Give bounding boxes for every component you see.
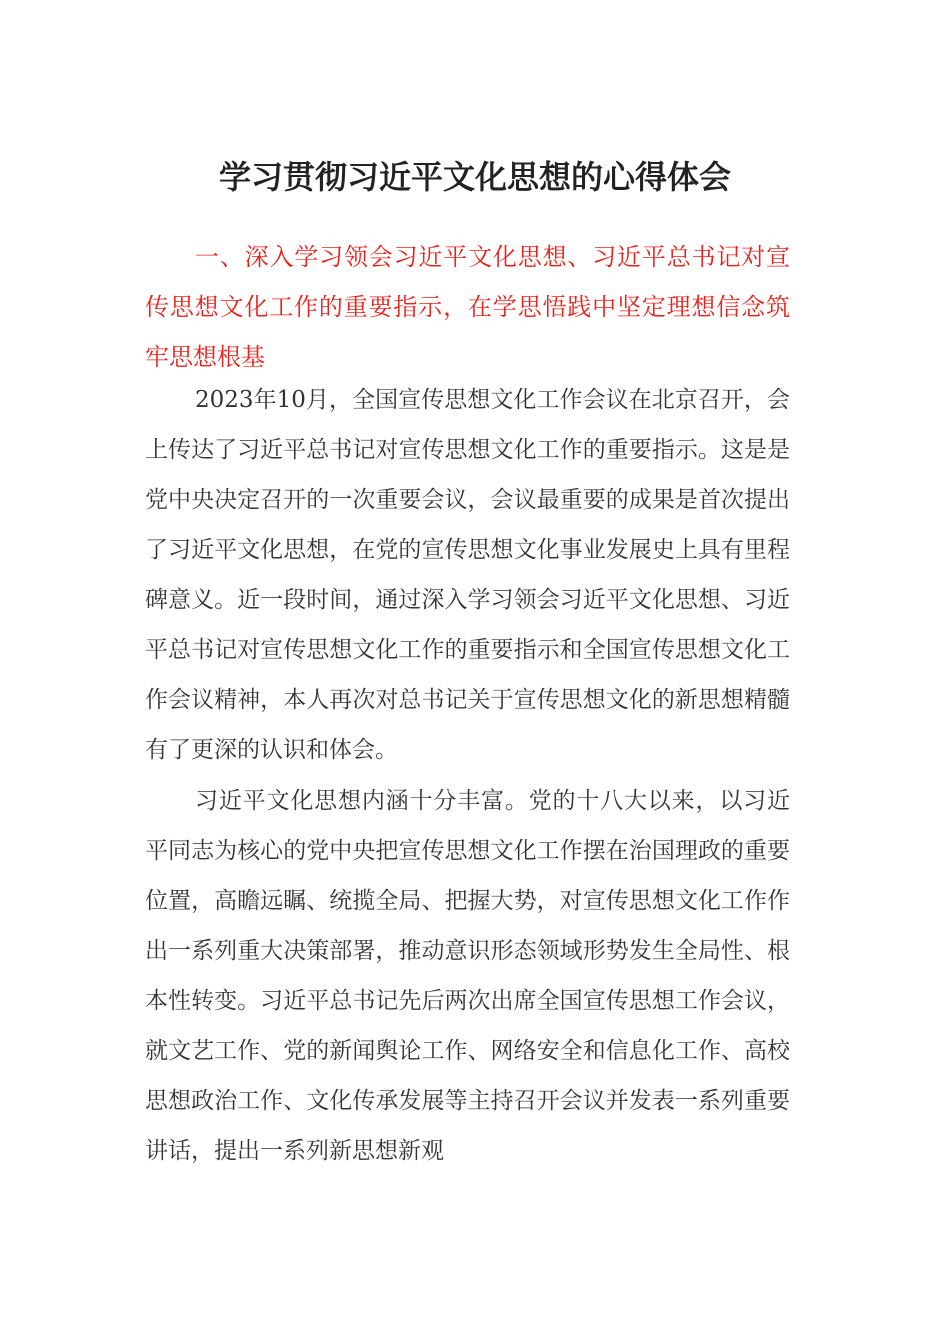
body-paragraph-1: 2023年10月，全国宣传思想文化工作会议在北京召开，会上传达了习近平总书记对宣传思想文化工作的重要指示。这是是党中央决定召开的一次重要会议，会议最重要的成果是首次提出了习近平文化思想，在党的宣传思想文化事业发展史上具有里程碑意义。近一段时间，通过深入学习领会习近平文化思想、习近平总书记对宣传思想文化工作的重要指示和全国宣传思想文化工作会议精神，本人再次对总书记关于宣传思想文化的新思想精髓有了更深的认识和体会。: [145, 387, 790, 763]
document-title: 学习贯彻习近平文化思想的心得体会: [218, 158, 731, 196]
section-heading: 一、深入学习领会习近平文化思想、习近平总书记对宣传思想文化工作的重要指示，在学思悟践中坚定理想信念筑牢思想根基: [145, 243, 790, 371]
body-paragraph-2: 习近平文化思想内涵十分丰富。党的十八大以来，以习近平同志为核心的党中央把宣传思想文化工作摆在治国理政的重要位置，高瞻远瞩、统揽全局、把握大势，对宣传思想文化工作作出一系列重大决策部署，推动意识形态领域形势发生全局性、根本性转变。习近平总书记先后两次出席全国宣传思想工作会议，就文艺工作、党的新闻舆论工作、网络安全和信息化工作、高校思想政治工作、文化传承发展等主持召开会议并发表一系列重要讲话，提出一系列新思想新观: [145, 788, 790, 1164]
